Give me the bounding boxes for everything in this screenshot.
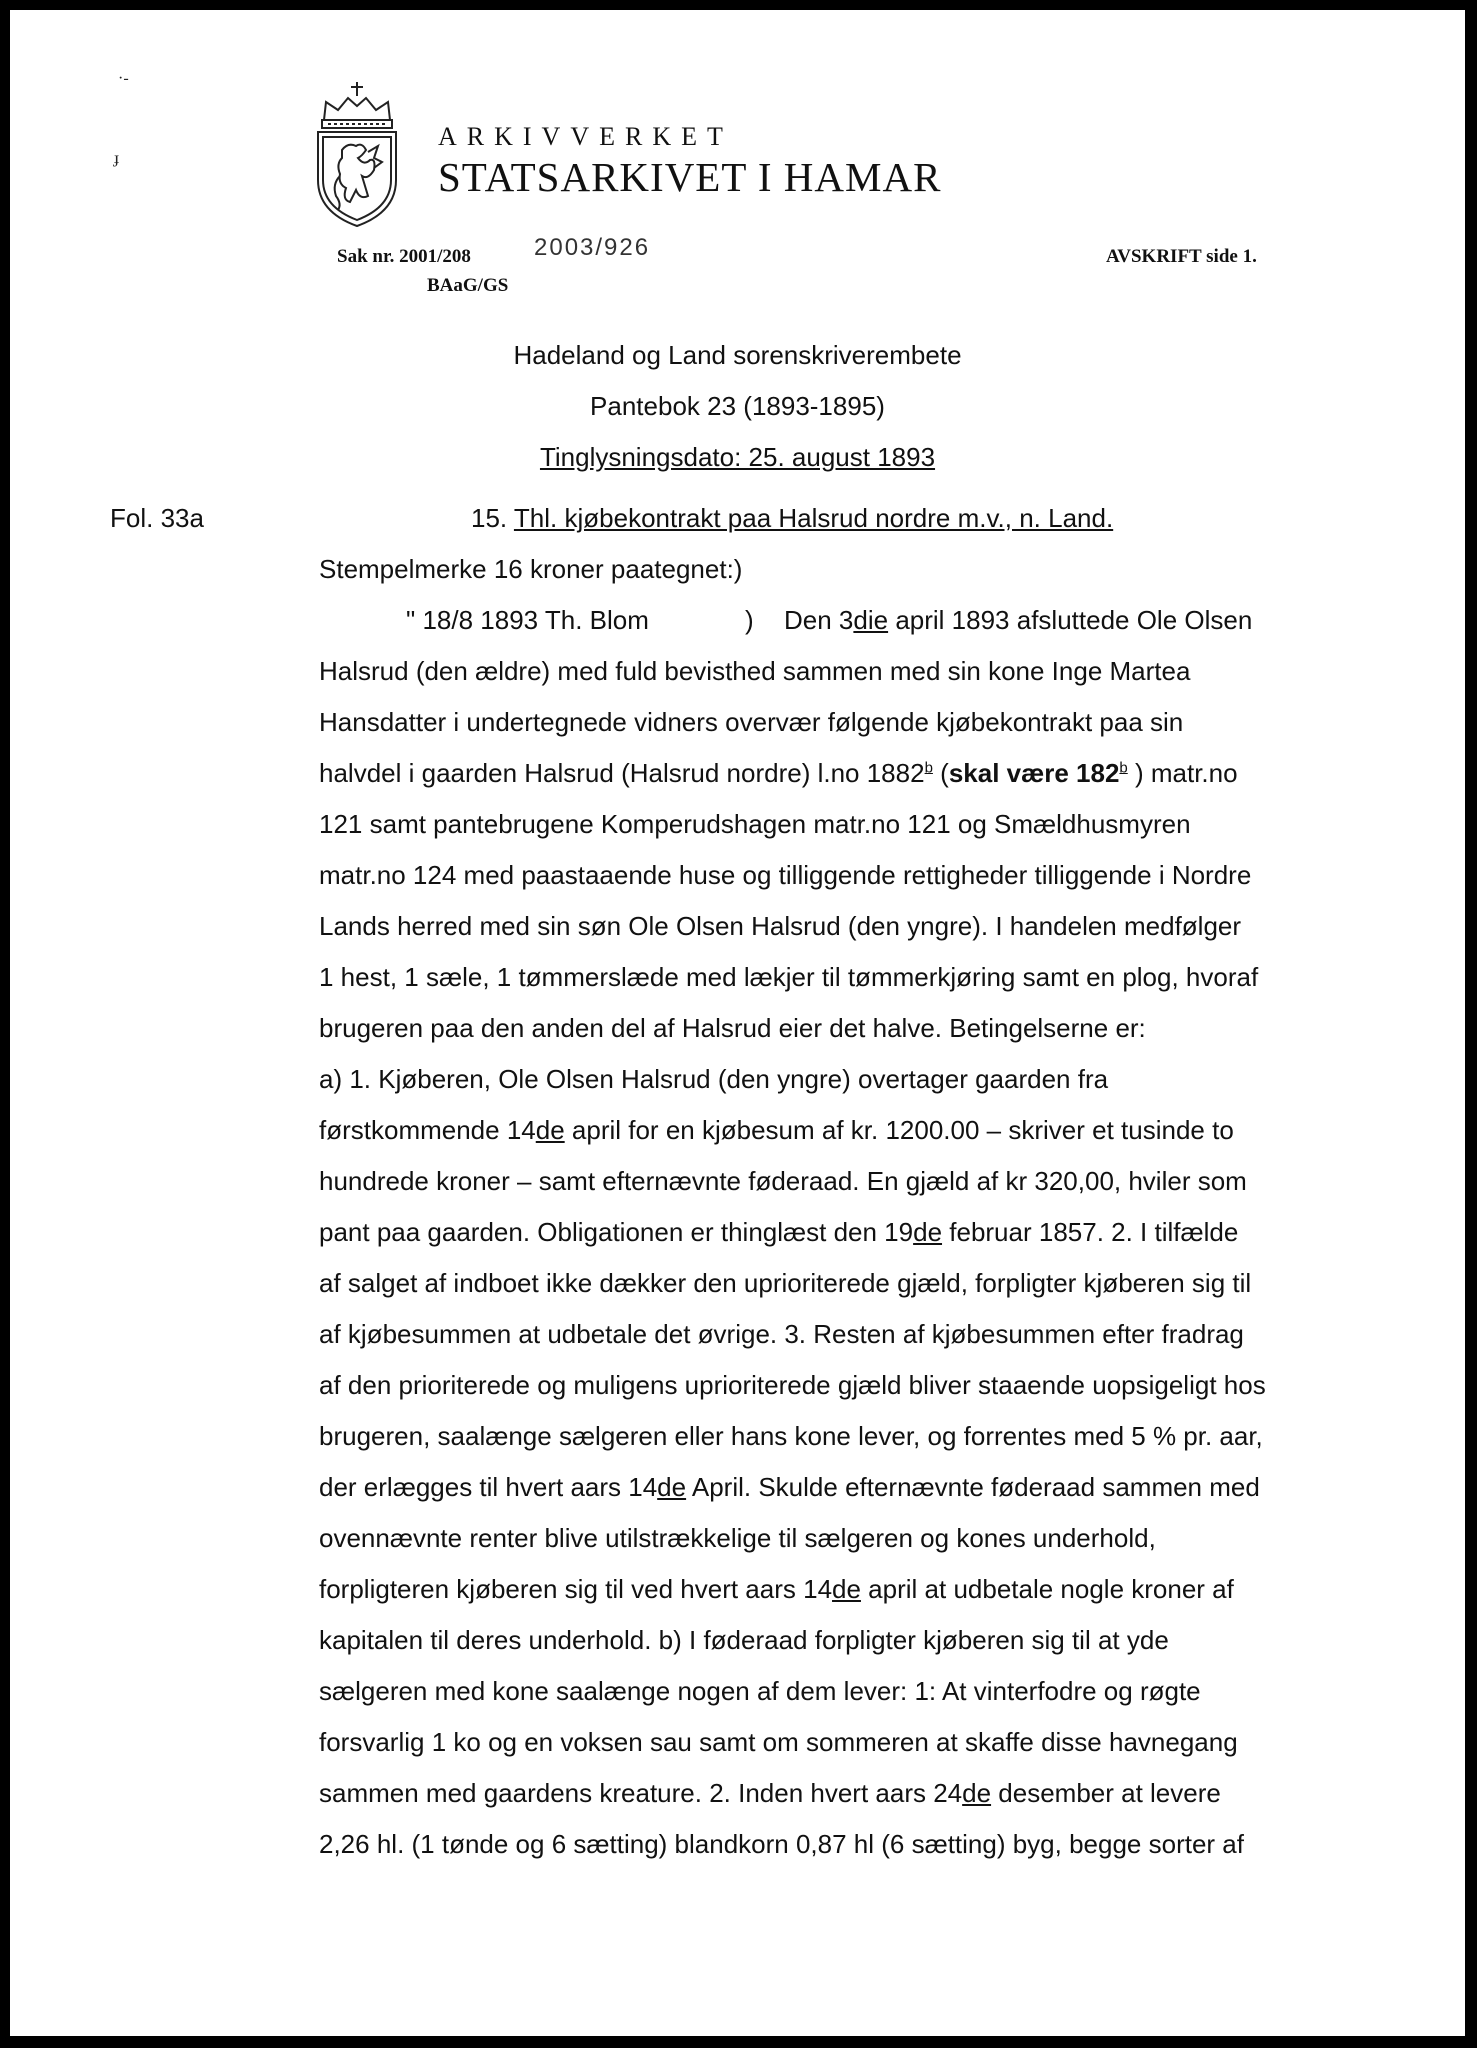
- archive-name: ARKIVVERKET: [438, 122, 733, 151]
- stamp-note-date: " 18/8 1893 Th. Blom: [406, 605, 649, 635]
- text-line: pant paa gaarden. Obligationen er thinglæst den 19de februar 1857. 2. I tilfælde: [319, 1217, 1239, 1247]
- text-line: Hansdatter i undertegnede vidners overvær følgende kjøbekontrakt paa sin: [319, 707, 1184, 737]
- text-line: Den 3die april 1893 afsluttede Ole Olsen: [784, 605, 1253, 635]
- document-page: [10, 10, 1465, 2036]
- registration-date: [10, 442, 1465, 473]
- archive-office-title: STATSARKIVET I HAMAR: [438, 154, 942, 200]
- text-line: hundrede kroner – samt efternævnte føderaad. En gjæld af kr 320,00, hviler som: [319, 1166, 1247, 1196]
- court-office-title: Hadeland og Land sorenskriverembete: [513, 340, 962, 370]
- text-line: Lands herred med sin søn Ole Olsen Halsrud (den yngre). I handelen medfølger: [319, 911, 1242, 941]
- text-line: sælgeren med kone saalænge nogen af dem lever: 1: At vinterfodre og røgte: [319, 1676, 1201, 1706]
- stamp-note-paren: ): [745, 605, 754, 635]
- transcript-page-label: AVSKRIFT side 1.: [1106, 246, 1257, 267]
- text-line: sammen med gaardens kreature. 2. Inden hvert aars 24de desember at levere: [319, 1778, 1221, 1808]
- text-line: brugeren paa den anden del af Halsrud eier det halve. Betingelserne er:: [319, 1013, 1146, 1043]
- signature-initials: BAaG/GS: [427, 275, 509, 296]
- handwritten-case-number: 2003/926: [534, 234, 651, 261]
- text-line: Halsrud (den ældre) med fuld bevisthed sammen med sin kone Inge Martea: [319, 656, 1191, 686]
- registration-date-text: Tinglysningsdato: 25. august 1893: [539, 442, 936, 472]
- text-line: 1 hest, 1 sæle, 1 tømmerslæde med lækjer til tømmerkjøring samt en plog, hvoraf: [319, 962, 1259, 992]
- text-line: forpligteren kjøberen sig til ved hvert aars 14de april at udbetale nogle kroner af: [319, 1574, 1234, 1604]
- coat-of-arms-icon: [312, 80, 402, 228]
- text-line: af den prioriterede og muligens uprioriterede gjæld bliver staaende uopsigeligt hos: [319, 1370, 1266, 1400]
- text-line: forsvarlig 1 ko og en voksen sau samt om sommeren at skaffe disse havnegang: [319, 1727, 1238, 1757]
- folio-number: Fol. 33a: [110, 503, 204, 533]
- stamp-note: Stempelmerke 16 kroner paategnet:): [319, 554, 743, 584]
- text-line: matr.no 124 med paastaaende huse og tilliggende rettigheder tilliggende i Nordre: [319, 860, 1252, 890]
- scan-speck: ɟ: [114, 150, 120, 167]
- entry-number: 15.: [471, 503, 508, 533]
- text-line: førstkommende 14de april for en kjøbesum af kr. 1200.00 – skriver et tusinde to: [319, 1115, 1234, 1145]
- text-line: af kjøbesummen at udbetale det øvrige. 3. Resten af kjøbesummen efter fradrag: [319, 1319, 1244, 1349]
- text-line: 2,26 hl. (1 tønde og 6 sætting) blandkorn 0,87 hl (6 sætting) byg, begge sorter af: [319, 1829, 1244, 1859]
- text-line: a) 1. Kjøberen, Ole Olsen Halsrud (den yngre) overtager gaarden fra: [319, 1064, 1109, 1094]
- entry-heading: [471, 503, 1113, 534]
- text-line: af salget af indboet ikke dækker den uprioriterede gjæld, forpligter kjøberen sig til: [319, 1268, 1252, 1298]
- text-line: der erlægges til hvert aars 14de April. Skulde efternævnte føderaad sammen med: [319, 1472, 1260, 1502]
- text-line: halvdel i gaarden Halsrud (Halsrud nordre) l.no 1882$^b$ (skal være 182$^b$ ) matr.no: [319, 758, 1238, 788]
- entry-title: Thl. kjøbekontrakt paa Halsrud nordre m.v., n. Land.: [513, 503, 1114, 533]
- text-line: ovennævnte renter blive utilstrækkelige til sælgeren og kones underhold,: [319, 1523, 1156, 1553]
- scan-speck: ·-: [118, 70, 129, 87]
- text-line: kapitalen til deres underhold. b) I føderaad forpligter kjøberen sig til at yde: [319, 1625, 1169, 1655]
- text-line: brugeren, saalænge sælgeren eller hans kone lever, og forrentes med 5 % pr. aar,: [319, 1421, 1263, 1451]
- case-number: Sak nr. 2001/208: [337, 246, 471, 267]
- text-line: 121 samt pantebrugene Komperudshagen matr.no 121 og Smældhusmyren: [319, 809, 1191, 839]
- mortgage-book-title: Pantebok 23 (1893-1895): [590, 391, 885, 421]
